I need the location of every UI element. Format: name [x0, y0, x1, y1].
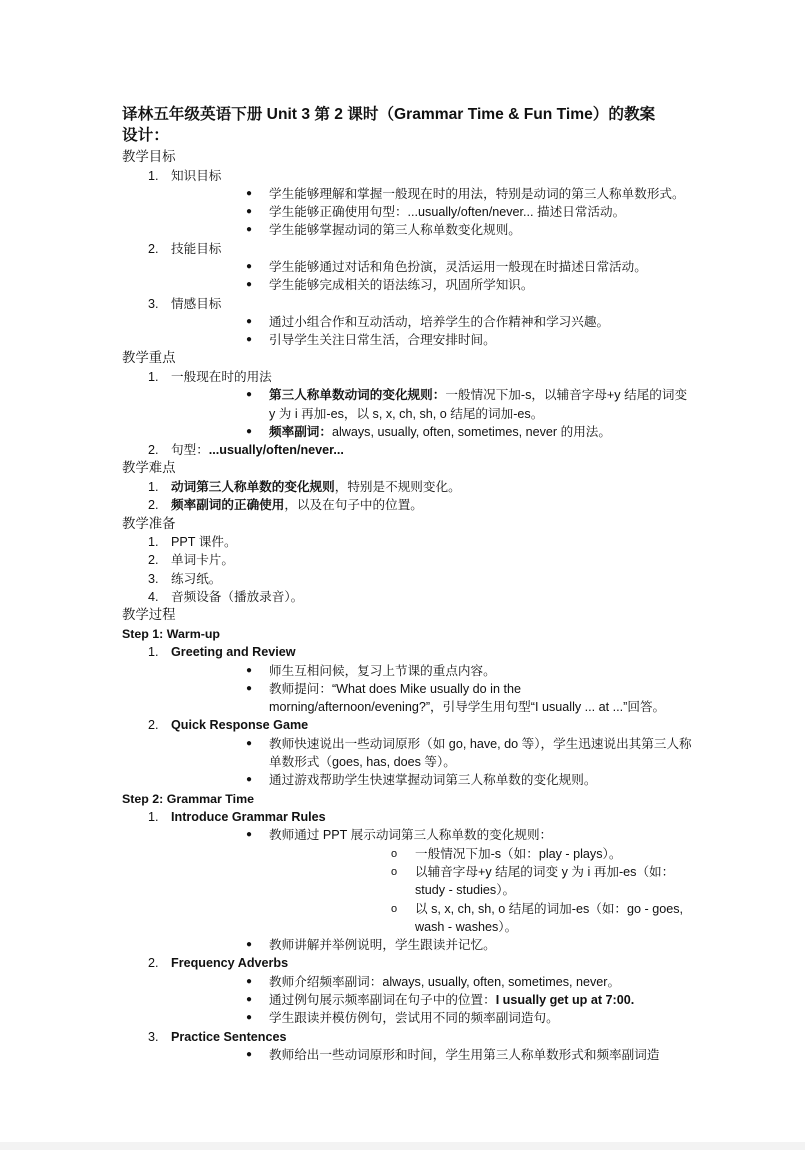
- list-item: ● 频率副词：always, usually, often, sometimes, never 的用法。: [246, 424, 611, 439]
- sub-list-item: o 以辅音字母+y 结尾的词变 y 为 i 再加-es（如：study - studies）。: [391, 865, 675, 898]
- list-item: ● 学生能够完成相关的语法练习，巩固所学知识。: [246, 278, 534, 293]
- objectives-heading: 教学目标: [122, 149, 176, 164]
- difficulties-heading: 教学难点: [122, 460, 176, 476]
- list-item: ● 教师讲解并举例说明，学生跟读并记忆。: [246, 938, 496, 953]
- list-item: 1. Introduce Grammar Rules ● 教师通过 PPT 展示动词第三人称单数的变化规则： o 一般情况下加-s（如：play - plays）。 o 以辅音字母+y 结尾的词变 y 为 i 再加-es（如：study - studies）。 o 以 s, x, ch, sh, o 结尾的词加-es（如：go - goes, wash - washes）。 ● 教师讲解并举例说明，学生跟读并记忆。: [122, 808, 692, 954]
- list-item: ● 教师快速说出一些动词原形（如 go, have, do 等），学生迅速说出其第三人称单数形式（goes, has, does 等）。: [246, 736, 692, 770]
- sub-list-item: o 以 s, x, ch, sh, o 结尾的词加-es（如：go - goes, wash - washes）。: [391, 901, 684, 934]
- list-item: ● 学生跟读并模仿例句，尝试用不同的频率副词造句。: [246, 1011, 559, 1026]
- list-item: 2. 句型：...usually/often/never...: [148, 443, 344, 458]
- list-item: ● 学生能够通过对话和角色扮演，灵活运用一般现在时描述日常活动。: [246, 259, 647, 274]
- list-item: ● 学生能够理解和掌握一般现在时的用法，特别是动词的第三人称单数形式。: [246, 186, 685, 201]
- list-item: ● 通过游戏帮助学生快速掌握动词第三人称单数的变化规则。: [246, 773, 597, 788]
- objectives-list: [122, 167, 692, 350]
- list-item: 2. 频率副词的正确使用，以及在句子中的位置。: [148, 498, 423, 513]
- list-item: 1. 一般现在时的用法 ● 第三人称单数动词的变化规则：一般情况下加-s，以辅音字母+y 结尾的词变 y 为 i 再加-es，以 s, x, ch, sh, o 结尾的词加-es。 ● 频率副词：always, usually, often, sometimes, never 的用法。: [122, 368, 692, 441]
- preparation-heading: 教学准备: [122, 515, 176, 531]
- list-item: ● 学生能够掌握动词的第三人称单数变化规则。: [246, 223, 521, 238]
- list-item: 2. Quick Response Game ● 教师快速说出一些动词原形（如 go, have, do 等），学生迅速说出其第三人称单数形式（goes, has, does 等）。 ● 通过游戏帮助学生快速掌握动词第三人称单数的变化规则。: [122, 716, 692, 789]
- preparation-list: [122, 533, 692, 606]
- objective-group: 2. 技能目标 ● 学生能够通过对话和角色扮演，灵活运用一般现在时描述日常活动。 ● 学生能够完成相关的语法练习，巩固所学知识。: [122, 240, 692, 295]
- list-item: ● 教师提问：“What does Mike usually do in the morning/afternoon/evening?”，引导学生用句型“I usually ... at ...”回答。: [246, 681, 666, 715]
- list-item: 2. 单词卡片。: [148, 553, 234, 568]
- list-item: 1. Greeting and Review ● 师生互相问候，复习上节课的重点内容。 ● 教师提问：“What does Mike usually do in the morning/afternoon/evening?”，引导学生用句型“I usually ... at ...”回答。: [122, 643, 692, 716]
- lesson-plan: [122, 104, 692, 1064]
- step2-title: Step 2: Grammar Time: [122, 791, 254, 806]
- list-item: ● 教师给出一些动词原形和时间，学生用第三人称单数形式和频率副词造: [246, 1047, 660, 1062]
- list-item: 4. 音频设备（播放录音）。: [148, 589, 304, 604]
- list-item: 3. Practice Sentences ● 教师给出一些动词原形和时间，学生用第三人称单数形式和频率副词造: [122, 1028, 692, 1065]
- step1-list: [122, 643, 692, 789]
- list-item: ● 通过小组合作和互动活动，培养学生的合作精神和学习兴趣。: [246, 314, 610, 329]
- step2-list: [122, 808, 692, 1064]
- process-heading: 教学过程: [122, 607, 176, 623]
- list-item: 3. 练习纸。: [148, 571, 222, 586]
- list-item: ● 第三人称单数动词的变化规则：一般情况下加-s，以辅音字母+y 结尾的词变 y 为 i 再加-es，以 s, x, ch, sh, o 结尾的词加-es。: [246, 388, 688, 421]
- list-item: 1. PPT 课件。: [148, 535, 237, 550]
- keypoints-list: [122, 368, 692, 459]
- list-item: ● 师生互相问候，复习上节课的重点内容。: [246, 663, 496, 678]
- objective-group: 1. 知识目标 ● 学生能够理解和掌握一般现在时的用法，特别是动词的第三人称单数形式。 ● 学生能够正确使用句型：...usually/often/never... 描述日常活动。 ● 学生能够掌握动词的第三人称单数变化规则。: [122, 167, 692, 240]
- list-item: 1. 动词第三人称单数的变化规则，特别是不规则变化。: [148, 479, 461, 494]
- list-item: ● 学生能够正确使用句型：...usually/often/never... 描述日常活动。: [246, 205, 626, 220]
- list-item: ● 引导学生关注日常生活，合理安排时间。: [246, 333, 496, 348]
- list-item: ● 通过例句展示频率副词在句子中的位置：I usually get up at 7:00.: [246, 993, 635, 1008]
- objective-group: 3. 情感目标 ● 通过小组合作和互动活动，培养学生的合作精神和学习兴趣。 ● 引导学生关注日常生活，合理安排时间。: [122, 295, 692, 350]
- list-item: ● 教师通过 PPT 展示动词第三人称单数的变化规则： o 一般情况下加-s（如：play - plays）。 o 以辅音字母+y 结尾的词变 y 为 i 再加-es（如：study - studies）。 o 以 s, x, ch, sh, o 结尾的词加-es（如：go - goes, wash - washes）。: [171, 826, 692, 936]
- step1-title: Step 1: Warm-up: [122, 626, 220, 641]
- difficulties-list: [122, 478, 692, 515]
- keypoints-heading: 教学重点: [122, 350, 176, 366]
- sub-list-item: o 一般情况下加-s（如：play - plays）。: [391, 846, 622, 861]
- list-item: 2. Frequency Adverbs ● 教师介绍频率副词：always, usually, often, sometimes, never。 ● 通过例句展示频率副词在句子中的位置：I usually get up at 7:00. ● 学生跟读并模仿例句，尝试用不同的频率副词造句。: [122, 954, 692, 1027]
- list-item: ● 教师介绍频率副词：always, usually, often, sometimes, never。: [246, 974, 621, 989]
- document-title: 译林五年级英语下册 Unit 3 第 2 课时（Grammar Time & Fun Time）的教案设计：: [122, 106, 656, 144]
